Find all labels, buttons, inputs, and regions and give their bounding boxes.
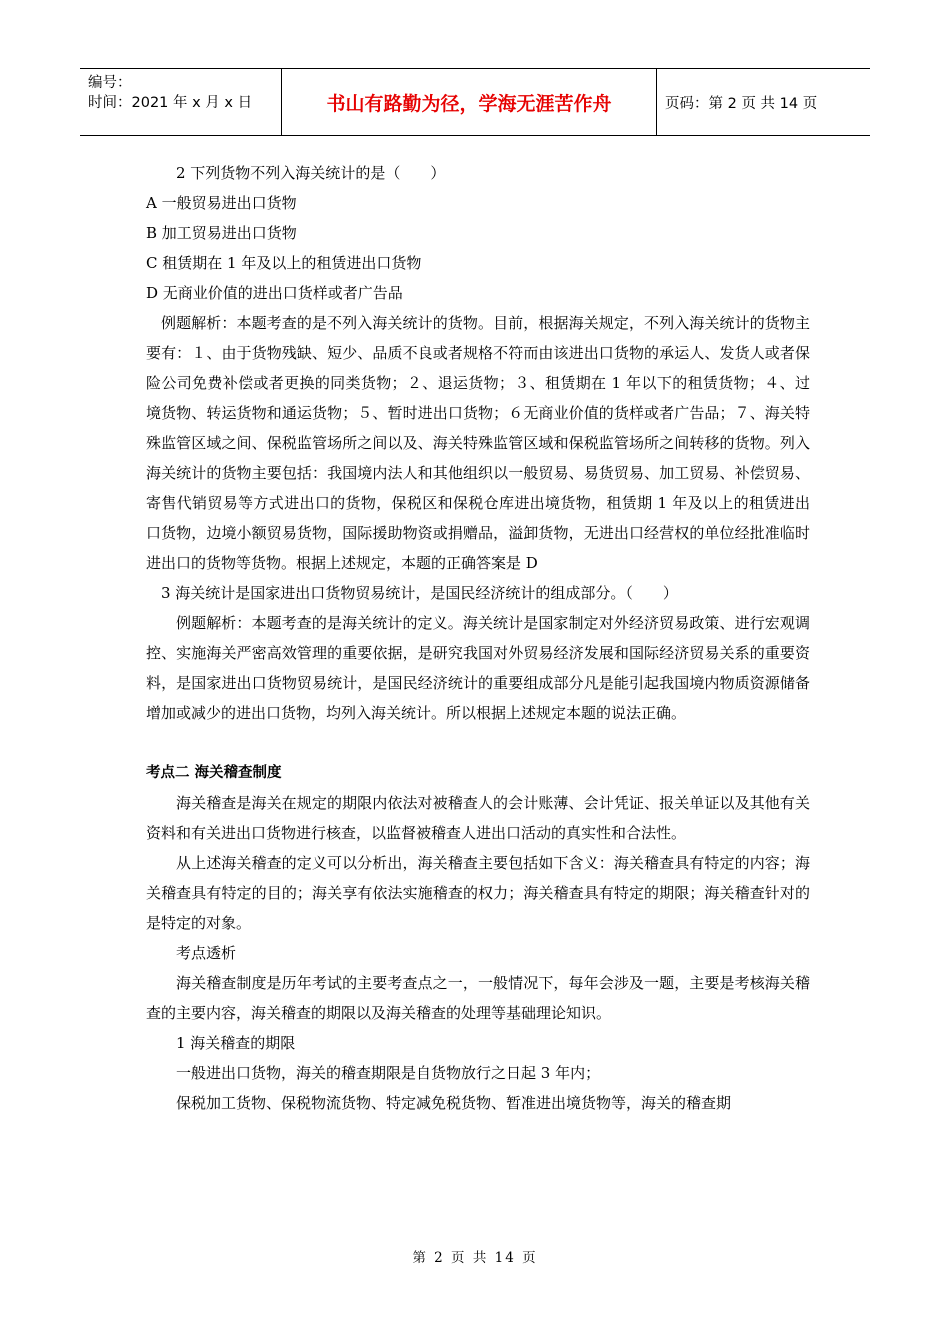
question-2-analysis: 例题解析：本题考查的是不列入海关统计的货物。目前，根据海关规定，不列入海关统计的货物主要有：１、由于货物残缺、短少、品质不良或者规格不符而由该进出口货物的承运人、发货人或者保险公司免费补偿或者更换的同类货物；２、退运货物；３、租赁期在 1 年以下的租赁货物；４、过境货物、转运货物和通运货物；５、暂时进出口货物；６无商业价值的货样或者广告品；７、海关特殊监管区域之间、保税监管场所之间以及、海关特殊监管区域和保税监管场所之间转移的货物。列入海关统计的货物主要包括：我国境内法人和其他组织以一般贸易、易货贸易、加工贸易、补偿贸易、寄售代销贸易等方式进出口的货物，保税区和保税仓库进出境货物，租赁期 1 年及以上的租赁进出口货物，边境小额贸易货物，国际援助物资或捐赠品，溢卸货物，无进出口经营权的单位经批准临时进出口的货物等货物。根据上述规定，本题的正确答案是 D	[146, 314, 810, 572]
document-body	[146, 158, 810, 1118]
question-2-option-d: D 无商业价值的进出口货样或者广告品	[146, 284, 403, 302]
question-2-option-c: C 租赁期在 1 年及以上的租赁进出口货物	[146, 254, 422, 272]
bonded-goods-period: 保税加工货物、保税物流货物、特定减免税货物、暂准进出境货物等，海关的稽查期	[176, 1094, 732, 1112]
question-2-option-b: B 加工贸易进出口货物	[146, 224, 297, 242]
analysis-subheading: 考点透析	[176, 944, 237, 962]
period-subheading: 1 海关稽查的期限	[176, 1034, 296, 1052]
header-page-info: 页码：第 2 页 共 14 页	[665, 95, 818, 112]
paragraph-gap	[146, 728, 810, 758]
general-goods-period: 一般进出口货物，海关的稽查期限是自货物放行之日起 3 年内；	[176, 1064, 601, 1082]
page-header	[80, 68, 870, 136]
document-number-label: 编号：	[88, 75, 132, 91]
section-heading: 考点二 海关稽查制度	[146, 765, 282, 781]
meaning-paragraph: 从上述海关稽查的定义可以分析出，海关稽查主要包括如下含义：海关稽查具有特定的内容；海关稽查具有特定的目的；海关享有依法实施稽查的权力；海关稽查具有特定的期限；海关稽查针对的是特定的对象。	[146, 854, 810, 932]
header-motto: 书山有路勤为径，学海无涯苦作舟	[282, 69, 657, 135]
header-left-cell	[80, 69, 282, 135]
analysis-paragraph: 海关稽查制度是历年考试的主要考查点之一，一般情况下，每年会涉及一题，主要是考核海关稽查的主要内容，海关稽查的期限以及海关稽查的处理等基础理论知识。	[146, 974, 810, 1022]
document-time-label: 时间：2021 年 x 月 x 日	[88, 95, 253, 111]
page-footer: 第 2 页 共 14 页	[412, 1250, 538, 1266]
question-2: 2 下列货物不列入海关统计的是（ ）	[176, 164, 446, 182]
question-3-analysis: 例题解析：本题考查的是海关统计的定义。海关统计是国家制定对外经济贸易政策、进行宏观调控、实施海关严密高效管理的重要依据，是研究我国对外贸易经济发展和国际经济贸易关系的重要资料，是国家进出口货物贸易统计，是国民经济统计的重要组成部分凡是能引起我国境内物质资源储备增加或减少的进出口货物，均列入海关统计。所以根据上述规定本题的说法正确。	[146, 614, 810, 722]
definition-paragraph: 海关稽查是海关在规定的期限内依法对被稽查人的会计账薄、会计凭证、报关单证以及其他有关资料和有关进出口货物进行核查，以监督被稽查人进出口活动的真实性和合法性。	[146, 794, 810, 842]
question-2-option-a: A 一般贸易进出口货物	[146, 194, 297, 212]
question-3: 3 海关统计是国家进出口货物贸易统计，是国民经济统计的组成部分。（ ）	[161, 584, 678, 602]
